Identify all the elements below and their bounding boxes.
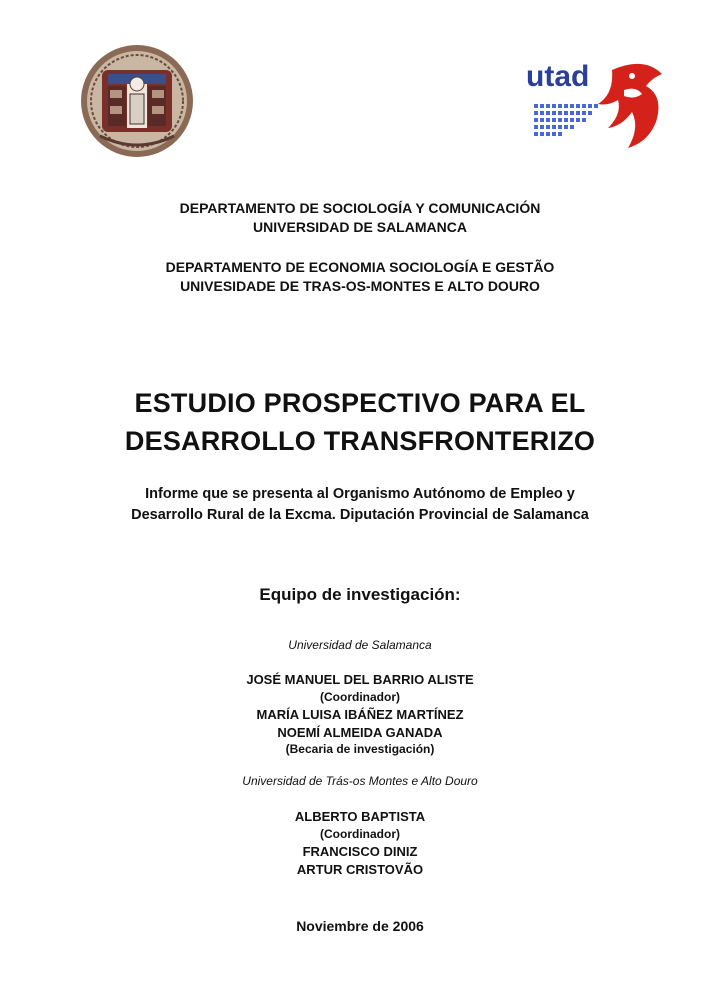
team-heading: Equipo de investigación: xyxy=(259,585,461,604)
subtitle-line-1: Informe que se presenta al Organismo Autónomo de Empleo y xyxy=(145,486,575,502)
university-label-salamanca: Universidad de Salamanca xyxy=(288,638,432,652)
subtitle-line-2: Desarrollo Rural de la Excma. Diputación Provincial de Salamanca xyxy=(131,507,589,523)
document-date: Noviembre de 2006 xyxy=(296,918,424,934)
department-group-salamanca xyxy=(0,199,720,237)
member-name: FRANCISCO DINIZ xyxy=(302,844,418,859)
svg-text:utad: utad xyxy=(526,60,590,93)
university-label-utad: Universidad de Trás-os Montes e Alto Douro xyxy=(242,774,478,788)
member-name: MARÍA LUISA IBÁÑEZ MARTÍNEZ xyxy=(256,707,464,722)
utad-logo xyxy=(524,56,674,156)
title-line-1: ESTUDIO PROSPECTIVO PARA EL xyxy=(134,388,586,418)
members-utad xyxy=(0,808,720,878)
members-salamanca xyxy=(0,671,720,759)
university-seal-logo xyxy=(80,44,194,158)
title-line-2: DESARROLLO TRANSFRONTERIZO xyxy=(124,426,596,456)
department-name: DEPARTAMENTO DE ECONOMIA SOCIOLOGÍA E GESTÃO xyxy=(165,259,555,275)
university-name: UNIVERSIDAD DE SALAMANCA xyxy=(253,219,467,235)
document-title xyxy=(0,384,720,460)
member-name: NOEMÍ ALMEIDA GANADA xyxy=(277,724,443,740)
member-name: JOSÉ MANUEL DEL BARRIO ALISTE xyxy=(246,672,474,687)
member-name: ARTUR CRISTOVÃO xyxy=(296,861,424,877)
member-role: (Coordinador) xyxy=(320,689,400,704)
member-role: (Coordinador) xyxy=(320,826,400,841)
document-subtitle xyxy=(0,484,720,526)
member-role: (Becaria de investigación) xyxy=(285,742,435,756)
department-group-utad xyxy=(0,258,720,296)
university-name: UNIVESIDADE DE TRAS-OS-MONTES E ALTO DOURO xyxy=(180,278,540,294)
department-name: DEPARTAMENTO DE SOCIOLOGÍA Y COMUNICACIÓN xyxy=(179,200,541,216)
member-name: ALBERTO BAPTISTA xyxy=(294,809,426,824)
